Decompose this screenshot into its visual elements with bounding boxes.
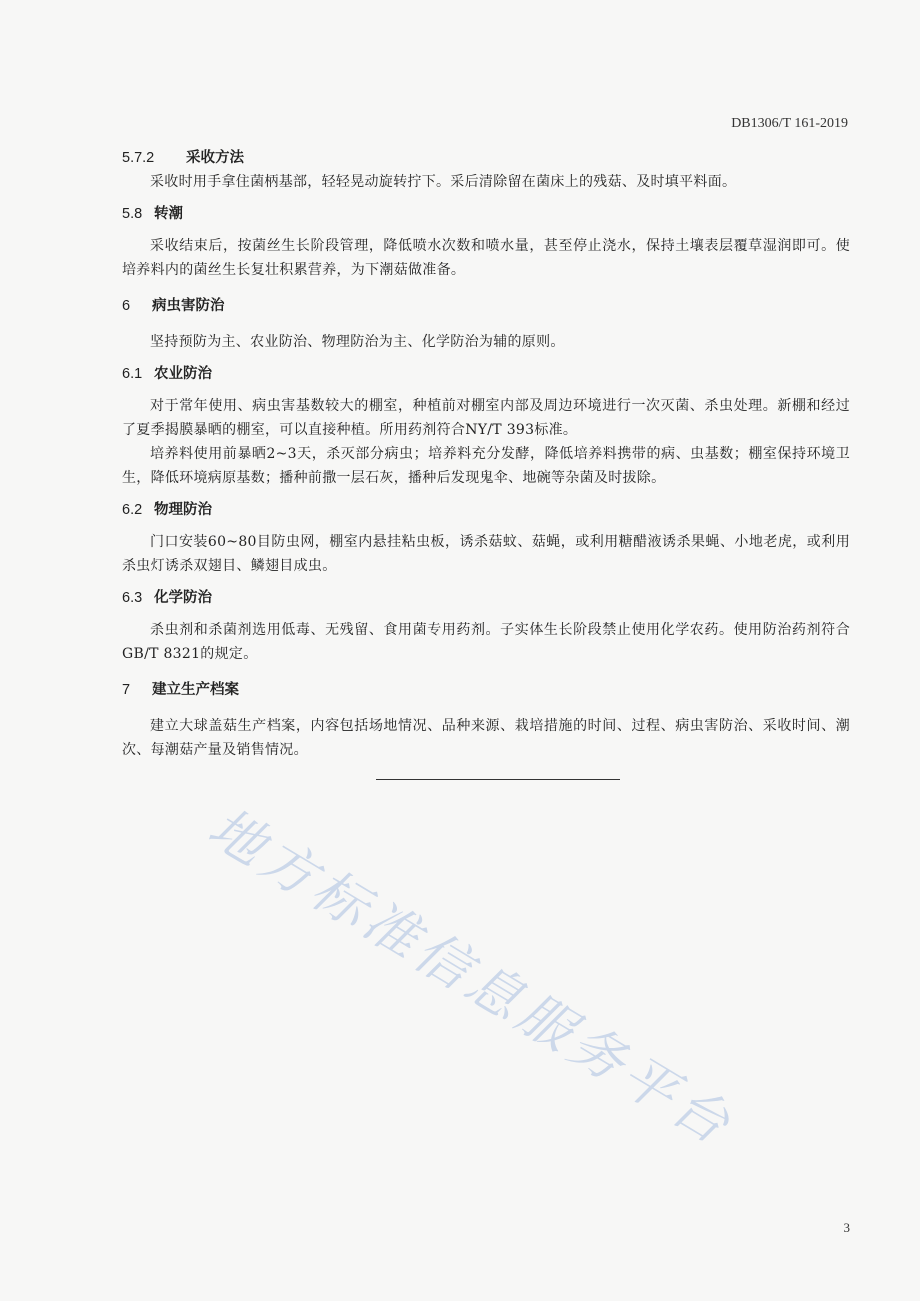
section-heading-6-3 <box>122 586 850 610</box>
section-number: 5.7.2 <box>122 150 155 166</box>
page-number: 3 <box>843 1220 850 1235</box>
watermark: 地方标准信息服务平台 <box>197 795 745 1159</box>
section-title: 化学防治 <box>154 590 212 606</box>
section-number: 6.1 <box>122 366 143 382</box>
paragraph: 对于常年使用、病虫害基数较大的棚室，种植前对棚室内部及周边环境进行一次灭菌、杀虫处理。新棚和经过了夏季揭膜暴晒的棚室，可以直接种植。所用药剂符合NY/T 393标准。 <box>122 398 850 438</box>
paragraph: 门口安装60~80目防虫网，棚室内悬挂粘虫板，诱杀菇蚊、菇蝇，或利用糖醋液诱杀果蝇、小地老虎，或利用杀虫灯诱杀双翅目、鳞翅目成虫。 <box>122 534 850 574</box>
end-rule <box>376 779 620 780</box>
section-title: 采收方法 <box>186 150 244 166</box>
section-heading-6-2 <box>122 498 850 522</box>
section-number: 6.3 <box>122 590 143 606</box>
paragraph: 培养料使用前暴晒2~3天，杀灭部分病虫；培养料充分发酵，降低培养料携带的病、虫基数；棚室保持环境卫生，降低环境病原基数；播种前撒一层石灰，播种后发现鬼伞、地碗等杂菌及时拔除。 <box>122 446 850 486</box>
section-heading-7 <box>122 678 850 702</box>
section-heading-6-1 <box>122 362 850 386</box>
section-number: 7 <box>122 682 131 698</box>
section-title: 农业防治 <box>154 366 212 382</box>
paragraph: 采收结束后，按菌丝生长阶段管理，降低喷水次数和喷水量，甚至停止浇水，保持土壤表层覆草湿润即可。使培养料内的菌丝生长复壮积累营养，为下潮菇做准备。 <box>122 238 850 278</box>
document-body <box>122 146 850 762</box>
paragraph: 采收时用手拿住菌柄基部，轻轻晃动旋转拧下。采后清除留在菌床上的残菇、及时填平料面。 <box>150 174 737 190</box>
section-heading-5-8 <box>122 202 850 226</box>
paragraph: 建立大球盖菇生产档案，内容包括场地情况、品种来源、栽培措施的时间、过程、病虫害防治、采收时间、潮次、每潮菇产量及销售情况。 <box>122 718 850 758</box>
section-heading-6 <box>122 294 850 318</box>
paragraph: 坚持预防为主、农业防治、物理防治为主、化学防治为辅的原则。 <box>150 334 565 350</box>
section-title: 物理防治 <box>154 502 212 518</box>
section-title: 建立生产档案 <box>152 682 239 698</box>
section-number: 5.8 <box>122 206 143 222</box>
section-title: 病虫害防治 <box>152 298 225 314</box>
section-number: 6 <box>122 298 131 314</box>
document-code: DB1306/T 161-2019 <box>731 116 848 131</box>
paragraph: 杀虫剂和杀菌剂选用低毒、无残留、食用菌专用药剂。子实体生长阶段禁止使用化学农药。使用防治药剂符合GB/T 8321的规定。 <box>122 622 850 662</box>
section-heading-5-7-2 <box>122 146 850 170</box>
section-title: 转潮 <box>154 206 183 222</box>
section-number: 6.2 <box>122 502 143 518</box>
